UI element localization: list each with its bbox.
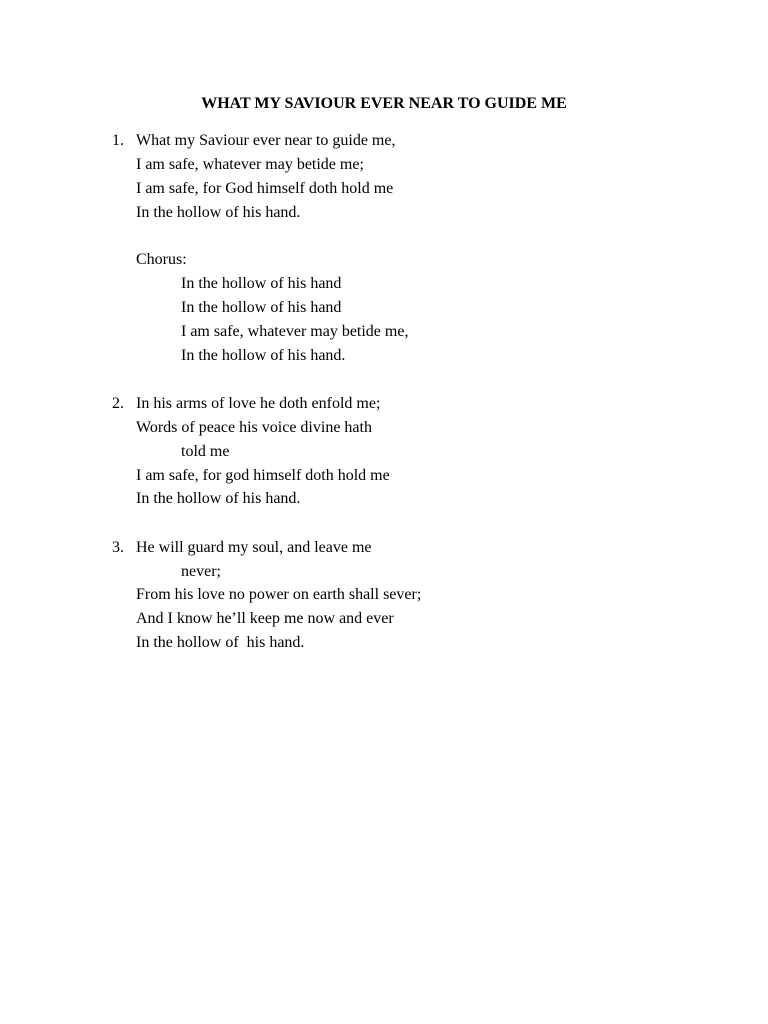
verse-2-line-3: I am safe, for god himself doth hold me	[136, 467, 390, 484]
verse-3-number: 3.	[112, 539, 124, 556]
chorus-line-1: In the hollow of his hand	[181, 275, 342, 292]
verse-2-number: 2.	[112, 395, 124, 412]
verse-2-line-4: In the hollow of his hand.	[136, 490, 301, 507]
chorus-line-4: In the hollow of his hand.	[181, 347, 346, 364]
verse-1-line-1: What my Saviour ever near to guide me,	[136, 132, 396, 149]
verse-3-line-4: In the hollow of his hand.	[136, 634, 305, 651]
verse-2-line-2: Words of peace his voice divine hath	[136, 419, 372, 436]
verse-1-number: 1.	[112, 132, 124, 149]
verse-1-line-3: I am safe, for God himself doth hold me	[136, 180, 394, 197]
chorus-label: Chorus:	[136, 251, 187, 268]
verse-2-line-2-continued: told me	[181, 443, 230, 460]
chorus-line-3: I am safe, whatever may betide me,	[181, 323, 409, 340]
verse-3-line-2: From his love no power on earth shall sever;	[136, 586, 422, 603]
verse-1-line-2: I am safe, whatever may betide me;	[136, 156, 364, 173]
verse-3-line-3: And I know he’ll keep me now and ever	[136, 610, 394, 627]
verse-3-line-1: He will guard my soul, and leave me	[136, 539, 372, 556]
page-title: WHAT MY SAVIOUR EVER NEAR TO GUIDE ME	[201, 95, 567, 112]
chorus-line-2: In the hollow of his hand	[181, 299, 342, 316]
verse-1-line-4: In the hollow of his hand.	[136, 204, 301, 221]
verse-3-line-1-continued: never;	[181, 563, 221, 580]
verse-2-line-1: In his arms of love he doth enfold me;	[136, 395, 381, 412]
